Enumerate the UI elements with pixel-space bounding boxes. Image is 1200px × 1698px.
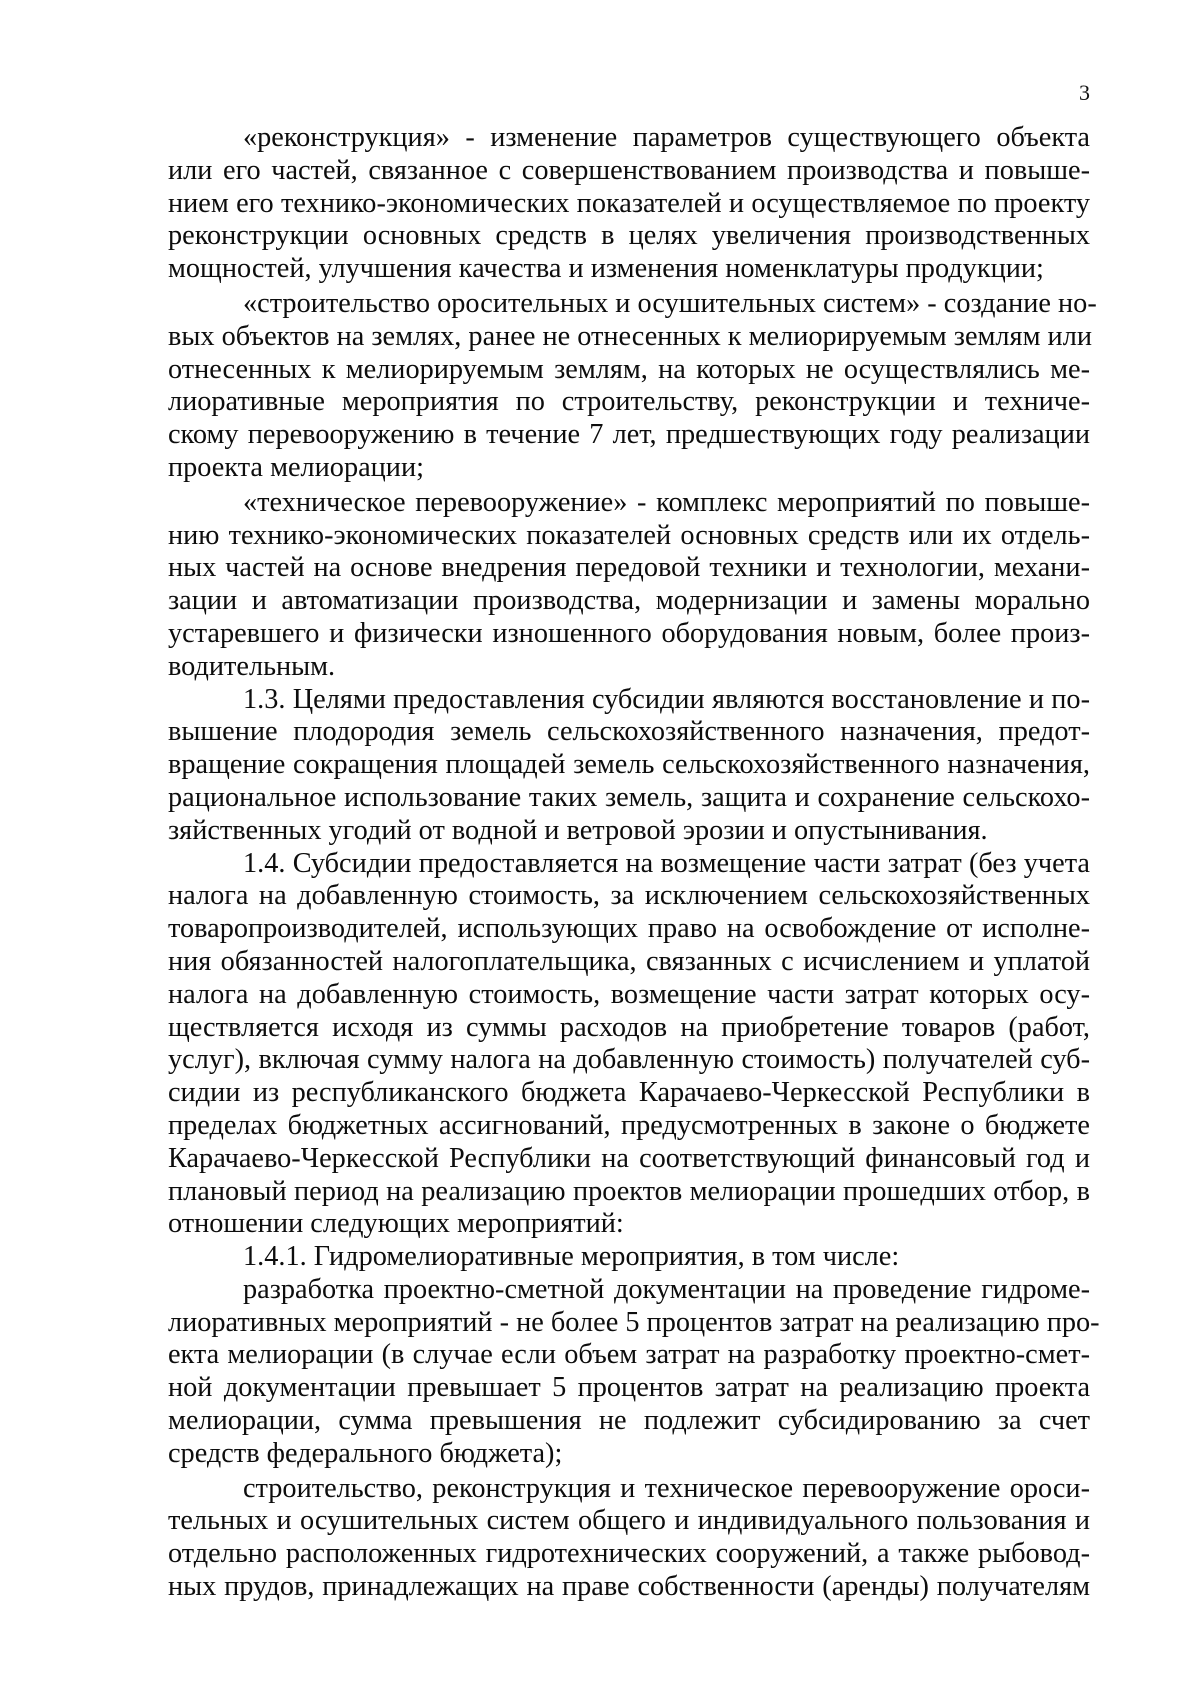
text-line: тельных и осушительных систем общего и индивидуального пользования и xyxy=(168,1505,1090,1537)
text-line: отнесенных к мелиорируемым землям, на которых не осуществлялись ме- xyxy=(168,353,1090,385)
text-line: Карачаево-Черкесской Республики на соответствующий финансовый год и xyxy=(168,1142,1090,1174)
text-line: нием его технико-экономических показателей и осуществляемое по проекту xyxy=(168,187,1090,219)
text-line: ния обязанностей налогоплательщика, связанных с исчислением и уплатой xyxy=(168,945,1090,977)
paragraph xyxy=(168,1273,1100,1471)
text-line: отдельно расположенных гидротехнических сооружений, а также рыбовод- xyxy=(168,1538,1090,1570)
text-line: услуг), включая сумму налога на добавленную стоимость) получателей суб- xyxy=(168,1044,1090,1076)
document-body xyxy=(168,122,1100,1604)
text-line: «строительство оросительных и осушительных систем» - создание но- xyxy=(243,287,1097,319)
paragraph xyxy=(168,848,1090,1242)
text-line: водительным. xyxy=(168,650,336,682)
text-line: проекта мелиорации; xyxy=(168,451,424,483)
text-line: разработка проектно-сметной документации на проведение гидроме- xyxy=(243,1273,1090,1305)
text-line: устаревшего и физически изношенного оборудования новым, более произ- xyxy=(168,617,1090,649)
text-line: лиоративных мероприятий - не более 5 процентов затрат на реализацию про- xyxy=(168,1306,1100,1338)
paragraph xyxy=(168,1241,1090,1274)
text-line: нию технико-экономических показателей основных средств или их отдель- xyxy=(168,519,1090,551)
page-number: 3 xyxy=(1079,80,1090,105)
text-line: скому перевооружению в течение 7 лет, предшествующих году реализации xyxy=(168,419,1090,451)
paragraph xyxy=(168,487,1090,684)
paragraph xyxy=(168,287,1097,485)
text-line: пределах бюджетных ассигнований, предусмотренных в законе о бюджете xyxy=(168,1109,1090,1141)
text-line: ществляется исходя из суммы расходов на приобретение товаров (работ, xyxy=(168,1011,1090,1043)
text-line: рациональное использование таких земель, защита и сохранение сельскохо- xyxy=(168,781,1090,813)
text-line: «техническое перевооружение» - комплекс мероприятий по повыше- xyxy=(243,486,1090,518)
text-line: 1.3. Целями предоставления субсидии являются восстановление и по- xyxy=(243,683,1090,715)
paragraph xyxy=(168,684,1090,848)
text-line: лиоративные мероприятия по строительству, реконструкции и техниче- xyxy=(168,386,1090,418)
text-line: екта мелиорации (в случае если объем затрат на разработку проектно-смет- xyxy=(168,1339,1090,1371)
text-line: средств федерального бюджета); xyxy=(168,1437,563,1469)
text-line: реконструкции основных средств в целях увеличения производственных xyxy=(168,220,1090,252)
text-line: вращение сокращения площадей земель сельскохозяйственного назначения, xyxy=(168,749,1090,781)
text-line: товаропроизводителей, использующих право на освобождение от исполне- xyxy=(168,913,1090,945)
text-line: ных прудов, принадлежащих на праве собственности (аренды) получателям xyxy=(168,1571,1090,1603)
text-line: вых объектов на землях, ранее не отнесенных к мелиорируемым землям или xyxy=(168,320,1092,352)
text-line: налога на добавленную стоимость, возмещение части затрат которых осу- xyxy=(168,978,1090,1010)
text-line: строительство, реконструкция и техническое перевооружение ороси- xyxy=(243,1472,1090,1504)
text-line: ной документации превышает 5 процентов затрат на реализацию проекта xyxy=(168,1372,1090,1404)
text-line: мощностей, улучшения качества и изменения номенклатуры продукции; xyxy=(168,253,1044,285)
text-line: или его частей, связанное с совершенствованием производства и повыше- xyxy=(168,154,1090,186)
text-line: мелиорации, сумма превышения не подлежит субсидированию за счет xyxy=(168,1405,1090,1437)
text-line: зации и автоматизации производства, модернизации и замены морально xyxy=(168,585,1090,617)
text-line: вышение плодородия земель сельскохозяйственного назначения, предот- xyxy=(168,716,1090,748)
text-line: налога на добавленную стоимость, за исключением сельскохозяйственных xyxy=(168,880,1090,912)
text-line: «реконструкция» - изменение параметров существующего объекта xyxy=(243,122,1090,153)
paragraph xyxy=(168,122,1090,286)
text-line: 1.4. Субсидии предоставляется на возмещение части затрат (без учета xyxy=(243,847,1090,879)
text-line: ных частей на основе внедрения передовой техники и технологии, механи- xyxy=(168,552,1090,584)
paragraph xyxy=(168,1473,1090,1604)
text-line: зяйственных угодий от водной и ветровой эрозии и опустынивания. xyxy=(168,814,988,846)
text-line: отношении следующих мероприятий: xyxy=(168,1208,624,1240)
text-line: 1.4.1. Гидромелиоративные мероприятия, в том числе: xyxy=(243,1241,900,1273)
text-line: сидии из республиканского бюджета Карачаево-Черкесской Республики в xyxy=(168,1077,1090,1109)
text-line: плановый период на реализацию проектов мелиорации прошедших отбор, в xyxy=(168,1175,1090,1207)
